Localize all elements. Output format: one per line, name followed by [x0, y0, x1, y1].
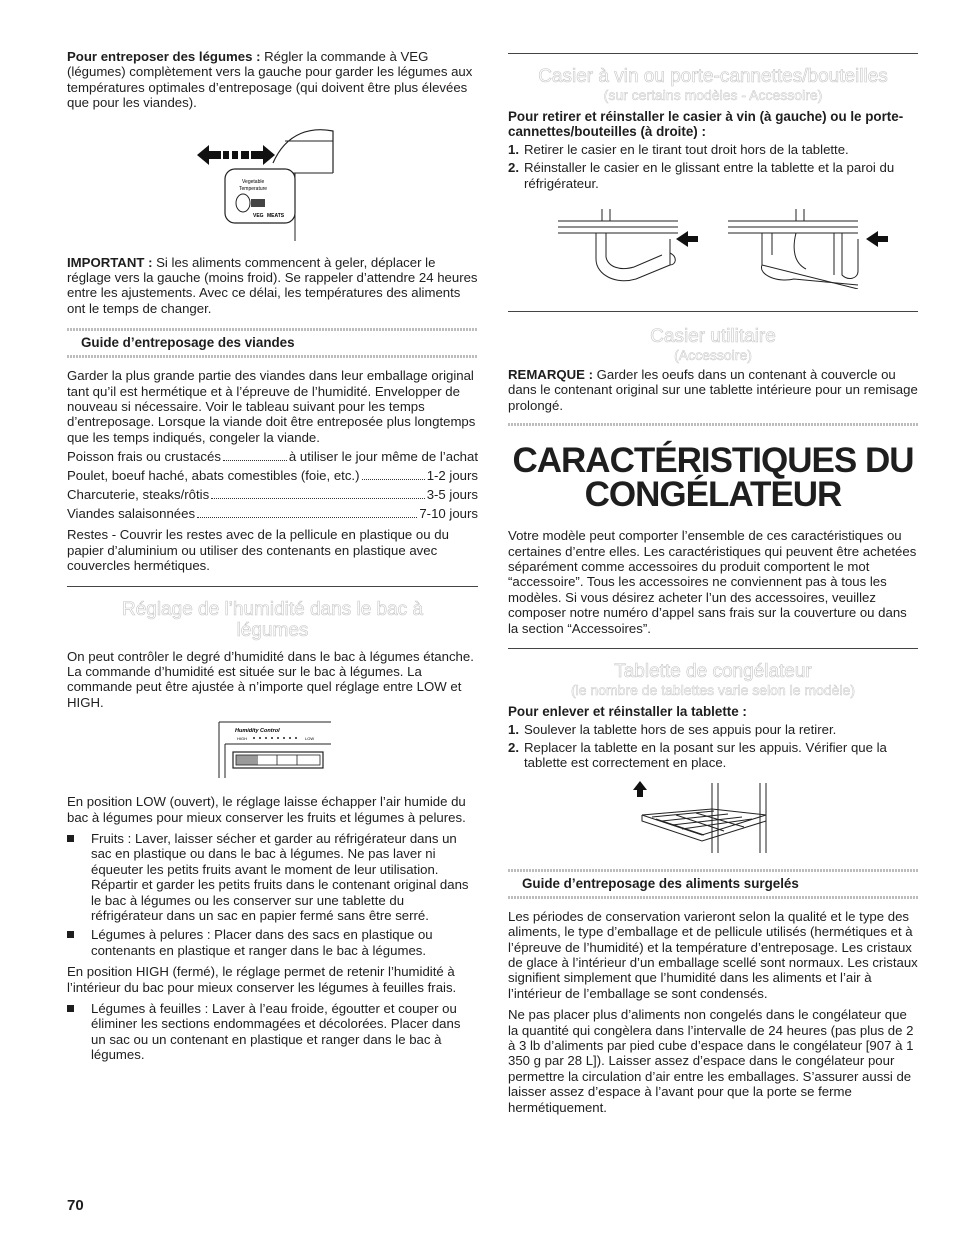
control-label-1: Vegetable: [242, 178, 265, 185]
freezer-title-line-1: CARACTÉRISTIQUES DU: [512, 441, 914, 481]
right-column: [508, 0, 918, 1115]
humidity-low-label: LOW: [305, 736, 315, 742]
remark-text: Garder les oeufs dans un contenant à couvercle ou dans le contenant original sur une tablette intérieure pour un remisage prolongé.: [508, 367, 918, 413]
important-label: IMPORTANT :: [67, 254, 153, 270]
dotted-divider: [508, 896, 918, 899]
shelf-steps: [508, 722, 918, 771]
list-item: 1. Retirer le casier en le tirant tout droit hors de la tablette.: [508, 141, 849, 157]
humidity-heading-2: légumes: [236, 619, 309, 641]
low-bullet-list: [67, 831, 478, 958]
humidity-intro: On peut contrôler le degré d’humidité dans le bac à légumes étanche. La commande d’humidité est située sur le bac à légumes. La commande peut être ajustée à n’importe quel réglage entre LOW et HIGH.: [67, 648, 474, 710]
utility-bin-heading: Casier utilitaire: [650, 326, 776, 348]
humidity-control-illustration: [217, 718, 337, 780]
freezer-intro: Votre modèle peut comporter l’ensemble de ces caractéristiques ou certaines d’entre elles. Les caractéristiques qui peuvent être achetées séparément comme accessoires du produit comportent le mot “accessoire”. Tous les accessoires ne conviennent pas à tous les modèles. Si vous désirez acheter l’un des accessoires, veuillez composer notre numéro d’appel sans frais sur la couverture ou dans la section “Accessoires”.: [508, 528, 917, 636]
wine-rack-illustration: [558, 209, 888, 289]
leftovers-paragraph: Restes - Couvrir les restes avec de la pellicule en plastique ou du papier d’aluminium ou utiliser des contenants en plastique avec couvercles hermétiques.: [67, 527, 449, 574]
veg-text: Régler la commande à VEG (légumes) complètement vers la gauche pour garder les légumes aux températures optimales d’entreposage (qui doivent être plus élevées que pour les viandes).: [67, 49, 473, 111]
freezer-shelf-illustration: [632, 781, 782, 857]
high-bullet-list: [67, 1001, 478, 1063]
double-arrow-icon: [197, 145, 275, 165]
control-label-2: Temperature: [239, 185, 268, 192]
meat-row: Viandes salaisonnées 7-10 jours: [67, 506, 478, 522]
humidity-heading-1: Réglage de l’humidité dans le bac à: [121, 598, 424, 620]
humidity-control-label: Humidity Control: [235, 728, 280, 735]
wine-rack-heading: Casier à vin ou porte-cannettes/bouteilles: [538, 66, 888, 87]
meat-guide-heading: Guide d’entreposage des viandes: [81, 335, 295, 351]
frozen-paragraph-1: Les périodes de conservation varieront selon la qualité et le type des aliments, le type d’emballage et de pellicule utilisés (hermétiques et à l’épreuve de l’humidité) et la température d’entreposage. Les cristaux de glace à l’intérieur d’un emballage scellé sont normaux. Les cristaux signifient simplement que l’humidité dans les aliments et l’air à l’intérieur de l’emballage se sont condensés.: [508, 908, 918, 1001]
section-divider: [508, 53, 918, 54]
humidity-slider: [236, 755, 258, 765]
list-item: 2. Replacer la tablette en la posant sur les appuis. Vérifier que la tablette est correctement en place.: [508, 739, 887, 771]
section-divider: [67, 586, 478, 587]
humidity-high-label: HIGH: [237, 736, 247, 742]
low-setting-paragraph: En position LOW (ouvert), le réglage laisse échapper l’air humide du bac à légumes pour mieux conserver les fruits et légumes à pelures.: [67, 794, 466, 825]
control-meats-label: MEATS: [267, 212, 285, 219]
wine-rack-subheading: (sur certains modèles - Accessoire): [603, 87, 823, 103]
section-divider: [508, 648, 918, 649]
page-number: 70: [67, 1197, 84, 1214]
left-column: [67, 0, 478, 1063]
remark-label: REMARQUE :: [508, 367, 593, 383]
vegetable-control-illustration: [195, 121, 355, 246]
wine-instructions-heading: Pour retirer et réinstaller le casier à vin (à gauche) ou le porte-cannettes/bouteilles (à droite) :: [508, 109, 904, 140]
veg-paragraph: [67, 49, 478, 111]
freezer-shelf-heading: Tablette de congélateur: [614, 661, 812, 683]
arrow-left-icon: [866, 231, 888, 247]
list-item: Légumes à pelures : Placer dans des sacs en plastique ou contenants en plastique et ranger dans le bac à légumes.: [67, 927, 478, 958]
arrow-up-icon: [633, 781, 647, 797]
arrow-left-icon: [676, 231, 698, 247]
meat-storage-table: [67, 447, 478, 523]
list-item: Fruits : Laver, laisser sécher et garder au réfrigérateur dans un sac en plastique ou dans le bac à légumes. Ne pas laver ni équeuter les petits fruits avant le moment de leur utilisation. Répartir et garder les petits fruits dans le contenant original dans le bac à légumes ou les conserver sur une tablette du réfrigérateur dans un sac en papier fermé sans être serré.: [67, 831, 478, 923]
list-item: Légumes à feuilles : Laver à l’eau froide, égoutter et couper ou éliminer les sections endommagées et décolorées. Placer dans un sac ou un contenant en plastique et ranger dans le bac à légumes.: [67, 1001, 478, 1063]
wine-steps: [508, 142, 918, 191]
control-veg-label: VEG: [253, 212, 264, 219]
section-divider: [508, 311, 918, 312]
freezer-title-line-2: CONGÉLATEUR: [584, 475, 842, 515]
frozen-paragraph-2: Ne pas placer plus d’aliments non congelés dans le congélateur que la quantité qui congèlera dans l’intervalle de 24 heures (pas plus de 2 à 3 lb d’aliments par pied cube d’espace dans le congélateur [907 à 1 350 g par 28 L]). Laisser assez d’espace dans le congélateur pour permettre la circulation d’air entre les emballages. S’assurer aussi de laisser assez d’espace à l’avant pour que la porte se ferme hermétiquement.: [508, 1007, 914, 1115]
meat-row: Charcuterie, steaks/rôtis 3-5 jours: [67, 487, 478, 503]
meat-row: Poisson frais ou crustacés à utiliser le jour même de l’achat: [67, 449, 478, 465]
meat-intro: Garder la plus grande partie des viandes dans leur emballage original tant qu’il est hermétique et à l’épreuve de l’humidité. Envelopper de nouveau si nécessaire. Voir le tableau suivant pour les temps d’entreposage. Lorsque la viande doit être entreposée plus longtemps que les temps indiqués, congeler la viande.: [67, 368, 476, 445]
frozen-guide-heading: Guide d’entreposage des aliments surgelés: [522, 875, 799, 891]
freezer-shelf-subheading: (le nombre de tablettes varie selon le modèle): [570, 682, 856, 699]
dotted-divider: [508, 423, 918, 426]
utility-bin-subheading: (Accessoire): [674, 347, 752, 364]
remark-paragraph: [508, 367, 918, 413]
important-text: Si les aliments commencent à geler, déplacer le réglage vers la gauche (moins froid). Se rappeler d’attendre 24 heures entre les ajustements. Avec ce délai, les températures des aliments ont le temps de changer.: [67, 254, 478, 316]
list-item: 2. Réinstaller le casier en le glissant entre la tablette et la paroi du réfrigérateur.: [508, 160, 895, 191]
veg-label: Pour entreposer des légumes :: [67, 49, 261, 64]
high-setting-paragraph: En position HIGH (fermé), le réglage permet de retenir l’humidité à l’intérieur du bac pour mieux conserver les légumes à feuilles frais.: [67, 964, 457, 995]
important-paragraph: [67, 255, 478, 317]
meat-row: Poulet, boeuf haché, abats comestibles (foie, etc.) 1-2 jours: [67, 468, 478, 484]
list-item: 1. Soulever la tablette hors de ses appuis pour la retirer.: [508, 721, 837, 737]
shelf-instructions-heading: Pour enlever et réinstaller la tablette :: [508, 704, 747, 720]
dotted-divider: [67, 355, 478, 358]
